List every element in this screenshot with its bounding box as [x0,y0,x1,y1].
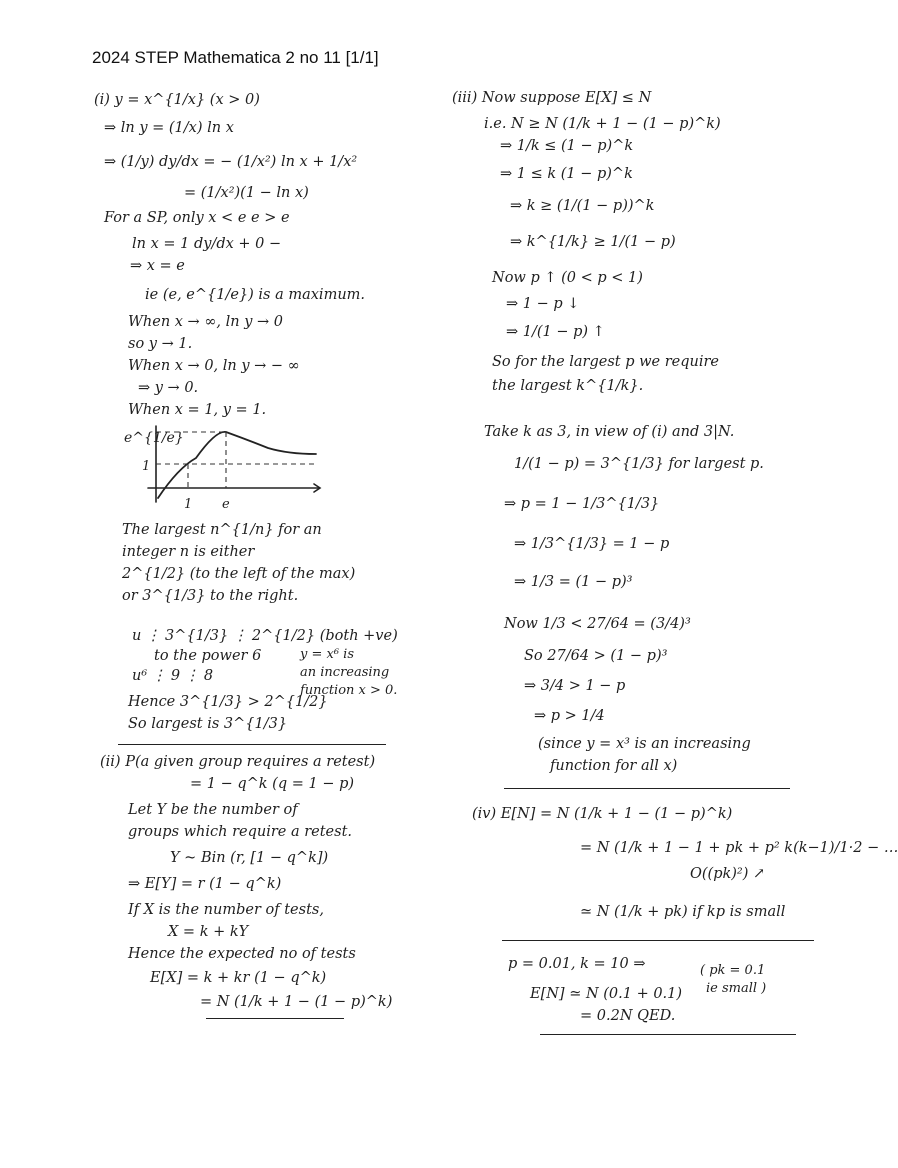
graph-label-e: e [222,497,230,512]
handwritten-line: Take k as 3, in view of (i) and 3|N. [484,424,735,440]
handwritten-line: The largest n^{1/n} for an [122,522,322,538]
handwritten-line: Let Y be the number of [128,802,298,818]
handwritten-line: groups which require a retest. [128,824,353,840]
handwritten-line: When x = 1, y = 1. [128,402,267,418]
handwritten-line: ⇒ 3/4 > 1 − p [524,678,626,694]
handwritten-line: E[N] ≃ N (0.1 + 0.1) [530,986,683,1002]
handwritten-line: ≃ N (1/k + pk) if kp is small [580,904,786,920]
handwritten-line: ⇒ 1/k ≤ (1 − p)^k [500,138,634,154]
handwritten-line: u ⋮ 3^{1/3} ⋮ 2^{1/2} (both +ve) [132,628,398,644]
handwritten-line: = N (1/k + 1 − 1 + pk + p² k(k−1)/1·2 − … [580,840,898,856]
handwritten-line: So for the largest p we require [492,354,719,370]
handwritten-line: ⇒ x = e [130,258,185,274]
handwritten-line: When x → 0, ln y → − ∞ [128,358,300,374]
handwritten-line: ⇒ k^{1/k} ≥ 1/(1 − p) [510,234,676,250]
handwritten-line: the largest k^{1/k}. [492,378,644,394]
section-divider [118,744,386,745]
handwritten-line: X = k + kY [168,924,249,940]
side-note-line: an increasing [300,665,390,680]
handwritten-line: i.e. N ≥ N (1/k + 1 − (1 − p)^k) [484,116,721,132]
handwritten-line: integer n is either [122,544,255,560]
handwritten-line: So largest is 3^{1/3} [128,716,288,732]
answer-underline [206,1018,344,1019]
handwritten-line: = 1 − q^k (q = 1 − p) [190,776,355,792]
side-note-line: y = x⁶ is [300,647,355,662]
handwritten-line: ⇒ 1 − p ↓ [506,296,580,312]
handwritten-line: Hence 3^{1/3} > 2^{1/2} [128,694,328,710]
handwritten-line: ⇒ 1 ≤ k (1 − p)^k [500,166,633,182]
handwritten-line: so y → 1. [128,336,193,352]
handwritten-line: to the power 6 [154,648,262,664]
handwritten-line: Hence the expected no of tests [128,946,356,962]
page-title: 2024 STEP Mathematica 2 no 11 [1/1] [92,48,379,67]
handwritten-line: ⇒ y → 0. [138,380,199,396]
function-sketch-graph [118,420,328,520]
handwritten-line: u⁶ ⋮ 9 ⋮ 8 [132,668,214,684]
section-divider [502,940,814,941]
handwritten-line: = 0.2N QED. [580,1008,676,1024]
graph-label-max: e^{1/e} [124,430,184,446]
handwritten-line: E[X] = k + kr (1 − q^k) [150,970,327,986]
graph-label-one-y: 1 [142,459,151,474]
handwritten-line: ⇒ 1/3 = (1 − p)³ [514,574,633,590]
handwritten-line: Now 1/3 < 27/64 = (3/4)³ [504,616,691,632]
handwritten-line: Now p ↑ (0 < p < 1) [492,270,643,286]
section-divider [540,1034,796,1035]
handwritten-line: 2^{1/2} (to the left of the max) [122,566,356,582]
handwritten-line: (iv) E[N] = N (1/k + 1 − (1 − p)^k) [472,806,733,822]
handwritten-line: (iii) Now suppose E[X] ≤ N [452,90,652,106]
side-note-line: ( pk = 0.1 [700,963,766,978]
handwritten-line: ⇒ (1/y) dy/dx = − (1/x²) ln x + 1/x² [104,154,358,170]
handwritten-line: ⇒ k ≥ (1/(1 − p))^k [510,198,655,214]
side-note-line: ie small ) [706,981,767,996]
handwritten-line: ⇒ E[Y] = r (1 − q^k) [128,876,282,892]
handwritten-line: 1/(1 − p) = 3^{1/3} for largest p. [514,456,764,472]
handwritten-line: ⇒ p > 1/4 [534,708,605,724]
handwritten-line: ⇒ p = 1 − 1/3^{1/3} [504,496,660,512]
side-note-line: function x > 0. [300,683,398,698]
handwritten-line: = N (1/k + 1 − (1 − p)^k) [200,994,393,1010]
graph-label-one-x: 1 [184,497,193,512]
handwritten-line: If X is the number of tests, [128,902,324,918]
handwritten-line: ⇒ 1/3^{1/3} = 1 − p [514,536,670,552]
handwritten-line: So 27/64 > (1 − p)³ [524,648,668,664]
handwritten-line: (i) y = x^{1/x} (x > 0) [94,92,260,108]
handwritten-line: ln x = 1 dy/dx + 0 − [132,236,282,252]
handwritten-line: ie (e, e^{1/e}) is a maximum. [145,287,366,303]
handwritten-line: function for all x) [550,758,678,774]
handwritten-line: O((pk)²) ↗ [690,866,766,882]
handwritten-line: ⇒ 1/(1 − p) ↑ [506,324,605,340]
handwritten-line: or 3^{1/3} to the right. [122,588,299,604]
handwritten-line: (since y = x³ is an increasing [538,736,751,752]
handwritten-line: = (1/x²)(1 − ln x) [184,185,309,201]
section-divider [504,788,790,789]
handwritten-line: (ii) P(a given group requires a retest) [100,754,376,770]
handwritten-line: ⇒ ln y = (1/x) ln x [104,120,234,136]
handwritten-line: When x → ∞, ln y → 0 [128,314,283,330]
handwritten-line: For a SP, only x < e e > e [104,210,290,226]
handwritten-line: Y ~ Bin (r, [1 − q^k]) [170,850,329,866]
handwritten-line: p = 0.01, k = 10 ⇒ [508,956,646,972]
